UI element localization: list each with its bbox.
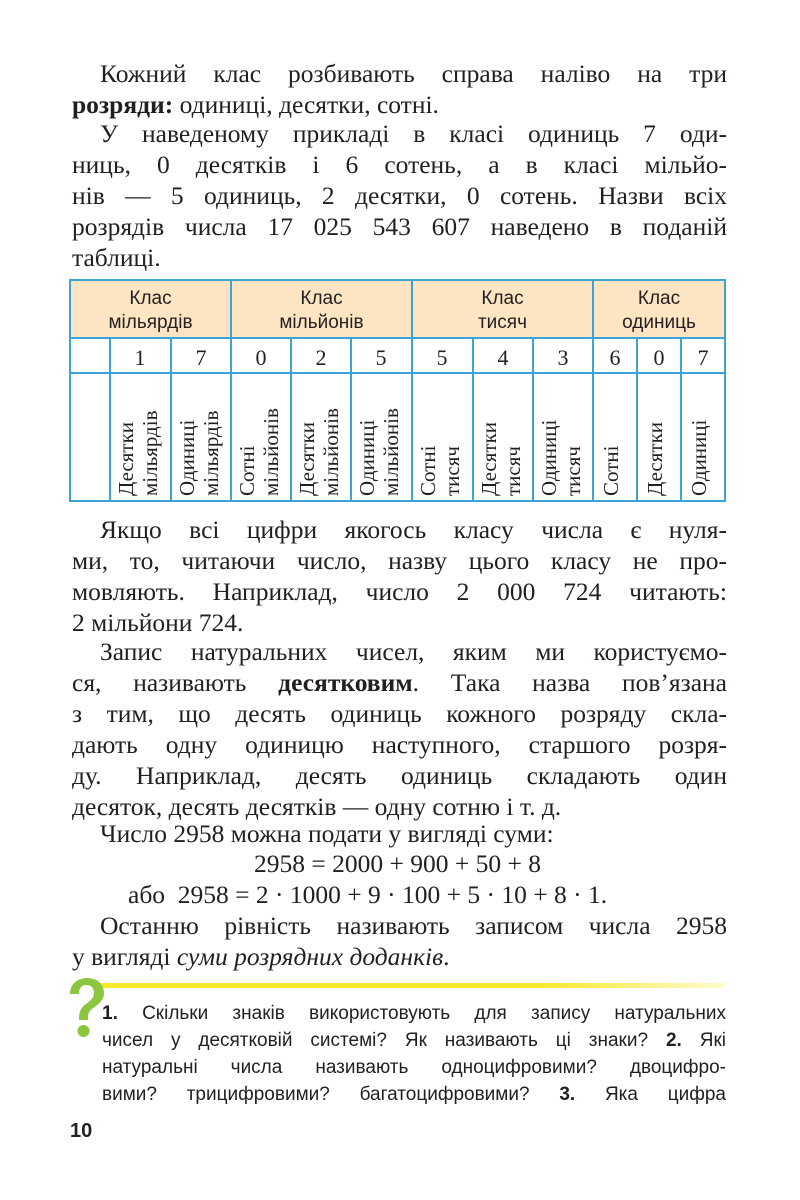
- intro-line-2-rest: одиниці, десятки, сотні.: [173, 90, 439, 119]
- place-label-l2: мільйонів: [259, 408, 283, 496]
- place-label: [114, 374, 174, 496]
- decimal-line-3: з тим, що десять одиниць кожного розряду скла-: [72, 699, 727, 728]
- digit-cell: 5: [375, 345, 387, 370]
- digit-cell: 1: [134, 345, 146, 370]
- digit-cell: 0: [653, 345, 665, 370]
- digit-cell: 2: [315, 345, 327, 370]
- place-label-l1: Сотні: [599, 445, 623, 496]
- intro-paragraph: [72, 58, 727, 120]
- decimal-paragraph: [72, 636, 727, 822]
- place-value-table: [69, 279, 726, 502]
- class-header-units: [594, 281, 724, 339]
- place-label: [235, 374, 295, 496]
- place-label-l1: Десятки: [114, 421, 138, 496]
- term-desiatkovym: десятковим: [278, 668, 413, 697]
- class-header-billions: [71, 281, 232, 339]
- example-paragraph: [72, 118, 727, 273]
- example-line-4: розрядів числа 17 025 543 607 наведено в поданій: [72, 212, 727, 241]
- place-label-l1: Десятки: [477, 421, 501, 496]
- example-line-2: ниць, 0 десятків і 6 сотень, а в класі мільйо-: [72, 150, 727, 179]
- place-label-l1: Десятки: [643, 421, 667, 496]
- decimal-line-5: ду. Наприклад, десять одиниць складають один: [72, 761, 727, 790]
- place-label: [643, 374, 681, 496]
- formula-2-prefix: або: [128, 880, 166, 909]
- place-label-l1: Одиниці: [687, 419, 711, 496]
- question-1-text-b: чисел у десятковій системі? Як називають ці знаки?: [102, 1030, 649, 1051]
- term-rozriady: розряди:: [72, 90, 174, 119]
- digit-cell: 0: [255, 345, 267, 370]
- question-3-number: 3.: [559, 1084, 576, 1105]
- place-label-l2: мільярдів: [138, 410, 162, 496]
- place-label: [175, 374, 235, 496]
- place-label-l1: Одиниці: [175, 419, 199, 496]
- digit-cell: 7: [697, 345, 709, 370]
- class-header-millions-l2: мільйонів: [279, 312, 364, 333]
- digit-cell: 7: [195, 345, 207, 370]
- sum-line-3-a: у вигляді: [72, 942, 177, 971]
- place-label-l1: Одиниці: [537, 419, 561, 496]
- place-label-l2: тисяч: [501, 446, 525, 496]
- example-line-5: таблиці.: [72, 243, 161, 272]
- place-label-l2: мільйонів: [379, 408, 403, 496]
- sum-line-1: Число 2958 можна подати у вигляді суми:: [100, 819, 554, 848]
- decimal-line-4: дають одну одиницю наступного, старшого розря-: [72, 730, 727, 759]
- question-line-2: [102, 1027, 726, 1054]
- question-3-text-a: Яка цифра: [575, 1084, 726, 1105]
- decimal-line-1: Запис натуральних чисел, яким ми користуємо-: [100, 637, 727, 666]
- formula-1: 2958 = 2000 + 900 + 50 + 8: [254, 849, 542, 878]
- review-questions: [102, 1000, 726, 1108]
- place-label: [599, 374, 637, 496]
- digit-cell: 4: [497, 345, 509, 370]
- term-sum-of-place-addends: суми розрядних доданків: [176, 942, 444, 971]
- question-2-text-a: Які: [681, 1030, 727, 1051]
- digit-cell: 5: [436, 345, 448, 370]
- questions-divider: [100, 983, 725, 988]
- question-2-text-c: вими? трицифровими? багатоцифровими?: [102, 1084, 530, 1105]
- class-header-millions: [232, 281, 413, 339]
- place-label: [416, 374, 476, 496]
- sum-line-3: [72, 941, 727, 972]
- class-header-millions-l1: Клас: [300, 288, 343, 309]
- class-header-units-l1: Клас: [637, 288, 681, 309]
- decimal-line-6: десяток, десять десятків — одну сотню і т. д.: [72, 792, 562, 821]
- zeros-line-4: 2 мільйони 724.: [72, 608, 244, 637]
- formula-2-body: 2958 = 2 · 1000 + 9 · 100 + 5 · 10 + 8 · 1.: [177, 880, 608, 909]
- formula-2: [128, 879, 607, 910]
- intro-line-2: [72, 89, 727, 120]
- class-header-thousands: [413, 281, 594, 339]
- sum-conclusion: [72, 910, 727, 972]
- decimal-line-2-b: . Така назва пов’язана: [412, 668, 728, 697]
- place-label-l1: Сотні: [235, 445, 259, 496]
- digit-cell: 3: [557, 345, 569, 370]
- place-label-l2: тисяч: [561, 446, 585, 496]
- page-number: 10: [70, 1120, 93, 1142]
- place-label-l1: Десятки: [295, 421, 319, 496]
- place-label-l1: Одиниці: [355, 419, 379, 496]
- place-label: [295, 374, 355, 496]
- zeros-line-1: Якщо всі цифри якогось класу числа є нуля-: [100, 515, 727, 544]
- place-label-l2: мільйонів: [319, 408, 343, 496]
- question-line-1: [102, 1000, 726, 1027]
- sum-line-3-b: .: [443, 942, 450, 971]
- zeros-line-3: мовляють. Наприклад, число 2 000 724 читають:: [72, 577, 727, 606]
- intro-line-1: Кожний клас розбивають справа наліво на три: [100, 59, 727, 88]
- class-header-thousands-l1: Клас: [481, 288, 524, 309]
- class-header-units-l2: одиниць: [622, 312, 696, 333]
- place-label-l2: мільярдів: [199, 410, 223, 496]
- place-label: [537, 374, 597, 496]
- place-label: [355, 374, 415, 496]
- zeros-line-2: ми, то, читаючи число, назву цього класу не про-: [72, 546, 727, 575]
- zeros-paragraph: [72, 514, 727, 638]
- question-line-4: [102, 1081, 726, 1108]
- place-label: [477, 374, 537, 496]
- sum-line-2: Останню рівність називають записом числа 2958: [100, 911, 727, 940]
- decimal-line-2: [72, 667, 727, 698]
- question-line-3: натуральні числа називають одноцифровими? двоцифро-: [102, 1057, 726, 1078]
- class-header-billions-l2: мільярдів: [108, 312, 193, 333]
- decimal-line-2-a: ся, називають: [72, 668, 279, 697]
- place-label-l1: Сотні: [416, 445, 440, 496]
- class-header-billions-l1: Клас: [129, 288, 172, 309]
- place-label-l2: тисяч: [440, 446, 464, 496]
- sum-intro: [72, 818, 727, 849]
- question-1-text-a: Скільки знаків використовують для запису натуральних: [117, 1003, 726, 1024]
- place-label: [687, 374, 725, 496]
- question-1-number: 1.: [102, 1003, 118, 1024]
- question-2-number: 2.: [665, 1030, 682, 1051]
- table-divider-header: [71, 337, 724, 339]
- example-line-3: нів — 5 одиниць, 2 десятки, 0 сотень. Назви всіх: [72, 181, 727, 210]
- class-header-thousands-l2: тисяч: [477, 312, 527, 333]
- digit-cell: 6: [609, 345, 621, 370]
- example-line-1: У наведеному прикладі в класі одиниць 7 оди-: [100, 119, 727, 148]
